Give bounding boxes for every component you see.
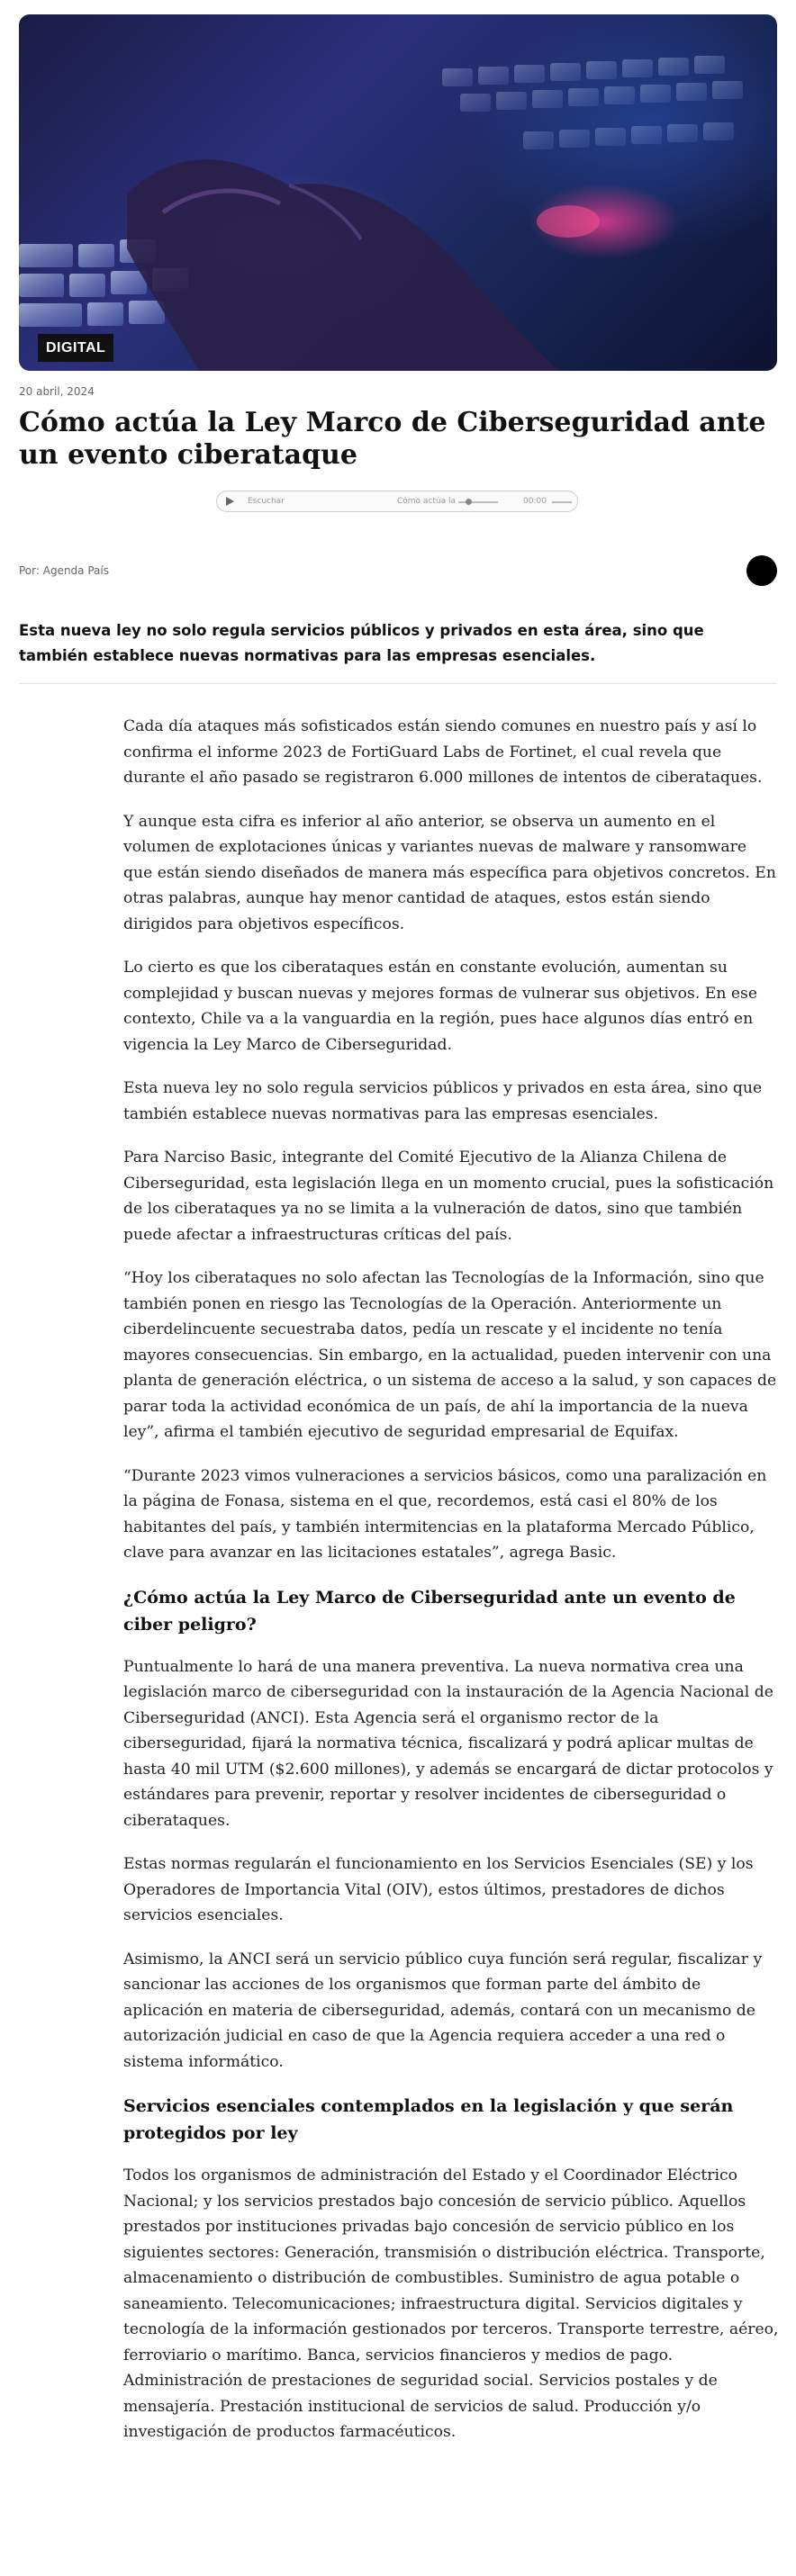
player-label: Escuchar (248, 497, 285, 506)
author-byline[interactable]: Por: Agenda País (19, 564, 109, 577)
publish-date: 20 abril, 2024 (19, 385, 95, 398)
progress-track[interactable] (458, 501, 498, 503)
hero-image (19, 14, 777, 371)
volume-slider[interactable] (552, 501, 572, 503)
body-paragraph: Cada día ataques más sofisticados están siendo comunes en nuestro país y así lo confirma el informe 2023 de FortiGuard Labs de Fortinet, el cual revela que durante el año pasado se registraron 6.000 millones de intentos de ciberataques. (123, 717, 763, 787)
player-title: Cómo actúa la (397, 497, 457, 506)
body-paragraph: Puntualmente lo hará de una manera preventiva. La nueva normativa crea una legislación marco de ciberseguridad con la instauración de la Agencia Nacional de Ciberseguridad (ANCI). Esta Agencia será el organismo rector de la ciberseguridad, fijará la normativa técnica, fiscalizará y podrá aplicar multas de hasta 40 mil UTM ($2.600 millones), y además se encargará de dictar protocolos y estándares para prevenir, reportar y resolver incidentes de ciberseguridad o ciberataques. (123, 1657, 773, 1830)
audio-player (216, 491, 578, 512)
play-icon[interactable] (224, 496, 235, 507)
player-time: 00:00 (523, 497, 547, 506)
article-lead: Esta nueva ley no solo regula servicios públicos y privados en esta área, sino que también establece nuevas normativas para las empresas esenciales. (19, 622, 704, 664)
body-paragraph: Lo cierto es que los ciberataques están en constante evolución, aumentan su complejidad y buscan nuevas y mejores formas de vulnerar sus objetivos. En ese contexto, Chile va a la vanguardia en la región, pues hace algunos días entró en vigencia la Ley Marco de Ciberseguridad. (123, 959, 758, 1054)
article-body (123, 714, 779, 2463)
section-heading: ¿Cómo actúa la Ley Marco de Ciberseguridad ante un evento de ciber peligro? (123, 1587, 736, 1635)
keyboard-illustration (19, 14, 777, 371)
body-paragraph: Y aunque esta cifra es inferior al año anterior, se observa un aumento en el volumen de explotaciones únicas y variantes nuevas de malware y ransomware que están siendo diseñados de manera más específica para objetivos concretos. En otras palabras, aunque hay menor cantidad de ataques, estos están siendo dirigidos para objetivos específicos. (123, 812, 776, 933)
body-paragraph: Todos los organismos de administración del Estado y el Coordinador Eléctrico Nacional; y los servicios prestados bajo concesión de servicio público. Aquellos prestados por instituciones privadas bajo concesión de servicio público en los siguientes sectores: Generación, transmisión o distribución eléctrica. Transporte, almacenamiento o distribución de combustibles. Suministro de agua potable o saneamiento. Telecomunicaciones; infraestructura digital. Servicios digitales y tecnología de la información gestionados por terceros. Transporte terrestre, aéreo, ferroviario o marítimo. Banca, servicios financieros y medios de pago. Administración de prestaciones de seguridad social. Servicios postales y de mensajería. Prestación institucional de servicios de salud. Producción y/o investigación de productos farmacéuticos. (123, 2166, 779, 2441)
progress-handle[interactable] (466, 499, 472, 505)
body-paragraph: Para Narciso Basic, integrante del Comité Ejecutivo de la Alianza Chilena de Ciberseguridad, esta legislación llega en un momento crucial, pues la sofisticación de los ciberataques ya no se limita a la vulneración de datos, sino que también puede afectar a infraestructuras críticas del país. (123, 1148, 774, 1244)
body-paragraph: Esta nueva ley no solo regula servicios públicos y privados en esta área, sino que también establece nuevas normativas para las empresas esenciales. (123, 1079, 763, 1123)
article-title: Cómo actúa la Ley Marco de Ciberseguridad ante un evento ciberataque (19, 407, 766, 471)
category-badge[interactable]: DIGITAL (38, 334, 113, 362)
body-paragraph: “Durante 2023 vimos vulneraciones a servicios básicos, como una paralización en la página de Fonasa, sistema en el que, recordemos, está casi el 80% de los habitantes del país, y también intermitencias en la plataforma Mercado Público, clave para avanzar en las licitaciones estatales”, agrega Basic. (123, 1466, 767, 1562)
author-avatar[interactable] (746, 555, 777, 586)
divider (19, 683, 777, 684)
body-paragraph: Asimismo, la ANCI será un servicio público cuya función será regular, fiscalizar y sancionar las acciones de los organismos que forman parte del ámbito de aplicación en materia de ciberseguridad, además, contará con un mecanismo de autorización judicial en caso de que la Agencia requiera acceder a una red o sistema informático. (123, 1950, 763, 2071)
section-heading: Servicios esenciales contemplados en la legislación y que serán protegidos por ley (123, 2096, 734, 2143)
body-paragraph: “Hoy los ciberataques no solo afectan las Tecnologías de la Información, sino que también ponen en riesgo las Tecnologías de la Operación. Anteriormente un ciberdelincuente secuestraba datos, pedía un rescate y el incidente no tenía mayores consecuencias. Sin embargo, en la actualidad, pueden intervenir con una planta de generación eléctrica, o un sistema de acceso a la salud, y son capaces de parar toda la actividad económica de un país, de ahí la importancia de la nueva ley”, afirma el también ejecutivo de seguridad empresarial de Equifax. (123, 1269, 777, 1441)
body-paragraph: Estas normas regularán el funcionamiento en los Servicios Esenciales (SE) y los Operadores de Importancia Vital (OIV), estos últimos, prestadores de dichos servicios esenciales. (123, 1855, 754, 1924)
